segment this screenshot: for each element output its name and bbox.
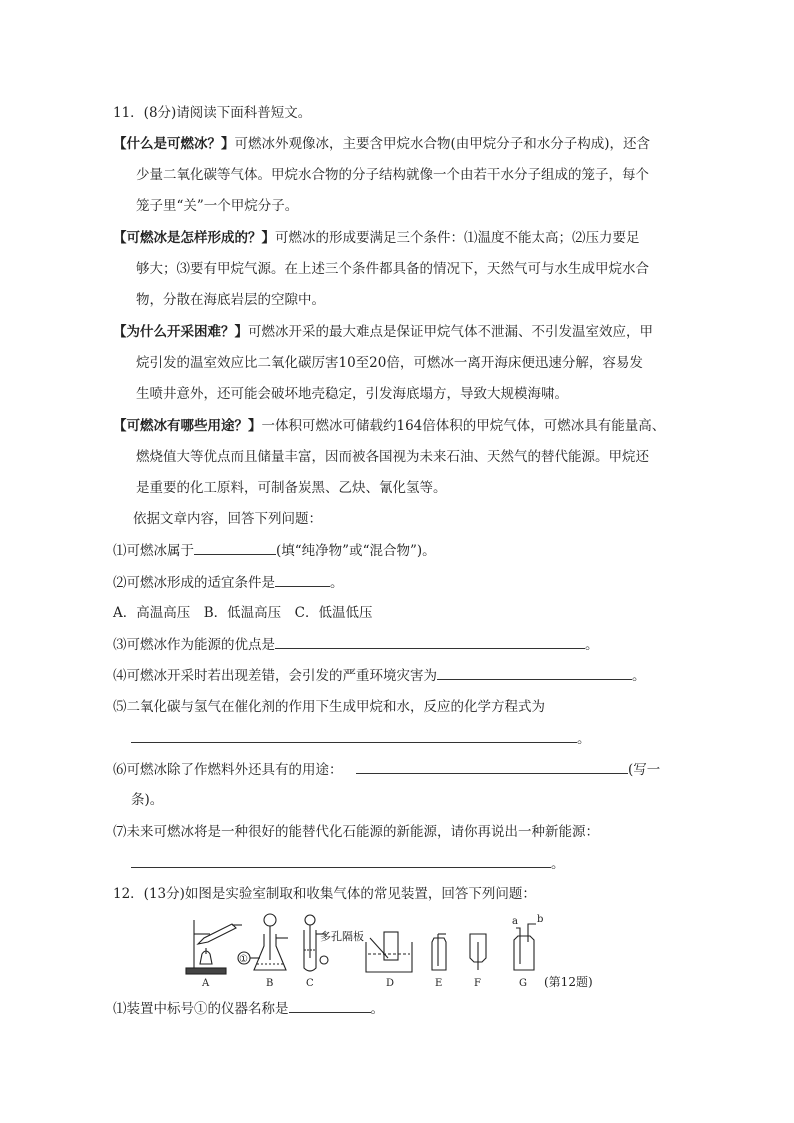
port-a-label: a [512,916,518,927]
q11-intro: 依据文章内容，回答下列问题： [133,511,322,527]
q11-sub5-answer-line [131,728,591,749]
q11-sub3-text: ⑶可燃冰作为能源的优点是 [113,637,275,653]
q11-p1-line2: 少量二氧化碳等气体。甲烷水合物的分子结构就像一个由若干水分子组成的笼子，每个 [136,167,649,183]
q11-sub1 [113,540,436,561]
q12-sub1-answer-blank[interactable] [289,998,371,1013]
q11-p3-text1: 可燃冰开采的最大难点是保证甲烷气体不泄漏、不引发温室效应，甲 [248,324,653,340]
q11-p4-text1: 一体积可燃冰可储载约164倍体积的甲烷气体，可燃冰具有能量高、 [261,418,666,434]
q11-sub5-end: 。 [577,731,591,747]
q12-sub1-end: 。 [370,1001,384,1017]
q11-p3-line3: 生喷井意外，还可能会破坏地壳稳定，引发海底塌方，导致大规模海啸。 [136,386,568,402]
q11-sub4 [113,665,646,686]
q11-sub1-hint: (填“纯净物”或“混合物”)。 [276,543,436,559]
label-g: G [519,978,527,989]
q11-sub2 [113,572,344,593]
lab-apparatus-figure [180,912,620,994]
figure-caption: (第12题) [544,975,593,989]
q11-sub6-tail: (写一 [628,762,661,778]
q11-sub2-answer-blank[interactable] [275,572,330,587]
q11-p3-line2: 烷引发的温室效应比二氧化碳厉害10至20倍，可燃冰一离开海床便迅速分解，容易发 [136,355,643,371]
q11-p4-line2: 燃烧值大等优点而且储量丰富，因而被各国视为未来石油、天然气的替代能源。甲烷还 [136,449,649,465]
q11-sub7-answer-blank[interactable] [131,853,551,868]
q11-sub3-answer-blank[interactable] [275,634,585,649]
apparatus-f-icon [470,934,486,970]
apparatus-d-icon [366,932,412,972]
q11-p1-title: 【什么是可燃冰？】 [113,136,235,152]
q11-p1-line3: 笼子里“关”一个甲烷分子。 [136,198,299,214]
port-b-label: b [537,914,544,925]
q11-p3-title: 【为什么开采困难？】 [113,324,248,340]
q11-sub6-text: ⑹可燃冰除了作燃料外还具有的用途： [113,762,343,778]
q11-sub7: ⑺未来可燃冰将是一种很好的能替代化石能源的新能源，请你再说出一种新能源： [113,824,599,840]
label-d: D [386,978,395,989]
q11-sub2-text: ⑵可燃冰形成的适宜条件是 [113,575,275,591]
apparatus-c-icon [304,915,328,971]
q11-p2-title: 【可燃冰是怎样形成的？】 [113,230,275,246]
q11-sub1-text: ⑴可燃冰属于 [113,543,194,559]
q11-p2-line3: 物，分散在海底岩层的空隙中。 [136,292,325,308]
q11-p3-line1 [113,322,653,342]
label-c: C [306,978,314,989]
q12-sub1-text: ⑴装置中标号①的仪器名称是 [113,1001,289,1017]
q11-p1-line1 [113,134,650,154]
q11-p2-text1: 可燃冰的形成要满足三个条件：⑴温度不能太高；⑵压力要足 [275,230,640,246]
q11-sub6-answer-blank[interactable] [356,759,628,774]
q11-sub7-answer-line [131,853,565,874]
label-b: B [266,978,274,989]
q11-sub4-answer-blank[interactable] [437,665,632,680]
q11-sub3-end: 。 [585,637,599,653]
label-e: E [435,978,443,989]
marker-label: ① [239,954,248,965]
label-f: F [474,978,481,989]
q11-sub2-options: A．高温高压 B．低温高压 C．低温低压 [113,605,373,621]
q11-sub2-end: 。 [330,575,344,591]
q11-p4-line1 [113,416,665,436]
q11-p2-line2: 够大；⑶要有甲烷气源。在上述三个条件都具备的情况下，天然气可与水生成甲烷水合 [136,261,649,277]
q11-sub4-end: 。 [632,668,646,684]
q11-sub1-answer-blank[interactable] [194,540,276,555]
q11-sub5-answer-blank[interactable] [131,728,577,743]
q11-p1-text1: 可燃冰外观像冰，主要含甲烷水合物(由甲烷分子和水分子构成)，还含 [234,136,651,152]
q11-sub4-text: ⑷可燃冰开采时若出现差错，会引发的严重环境灾害为 [113,668,437,684]
apparatus-e-icon [432,934,446,970]
q12-sub1 [113,998,384,1019]
q11-p4-line3: 是重要的化工原料，可制备炭黑、乙炔、氰化氢等。 [136,480,447,496]
apparatus-b-icon [254,914,288,970]
apparatus-g-icon [514,924,536,970]
apparatus-a-icon [186,920,242,974]
q11-sub6-line2: 条)。 [131,792,164,808]
q11-sub5: ⑸二氧化碳与氢气在催化剂的作用下生成甲烷和水，反应的化学方程式为 [113,699,545,715]
q11-sub6 [113,759,660,780]
q11-sub7-end: 。 [551,856,565,872]
q11-heading: 11．(8分)请阅读下面科普短文。 [113,105,312,121]
q11-sub3 [113,634,599,655]
label-a: A [202,978,210,989]
plate-label: 多孔隔板 [320,930,364,943]
q11-p4-title: 【可燃冰有哪些用途？】 [113,418,262,434]
q11-p2-line1 [113,228,640,248]
q12-heading: 12．(13分)如图是实验室制取和收集气体的常见装置，回答下列问题： [113,886,536,902]
